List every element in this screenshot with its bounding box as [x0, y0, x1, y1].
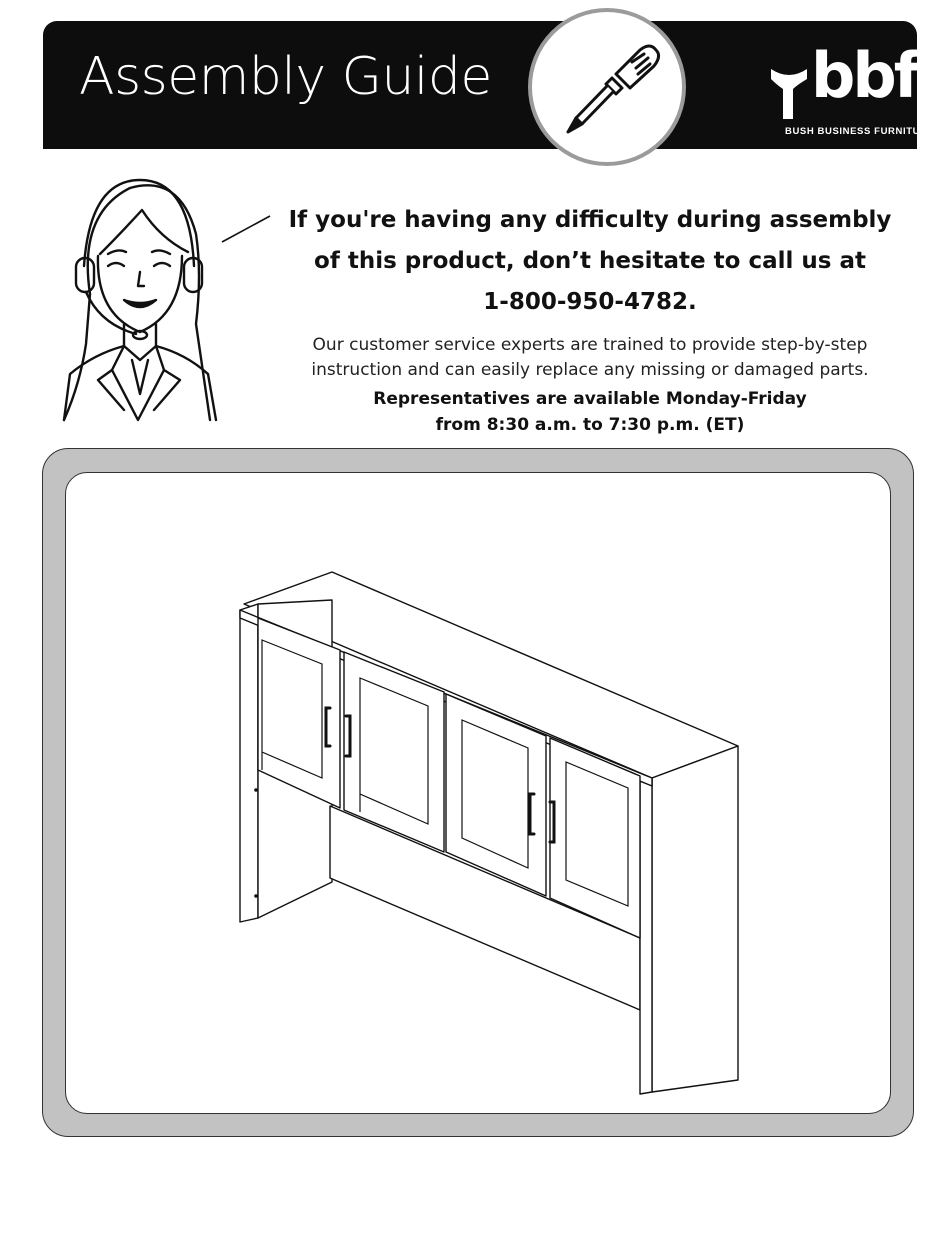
support-body-line2: instruction and can easily replace any missing or damaged parts.	[311, 360, 869, 380]
bbf-logo-mark-icon	[769, 65, 813, 121]
support-hours-line2: from 8:30 a.m. to 7:30 p.m. (ET)	[435, 415, 745, 435]
support-hours-line1: Representatives are available Monday-Friday	[373, 389, 807, 409]
hutch-illustration-icon	[230, 565, 750, 1105]
support-heading-line2: of this product, don’t hesitate to call us at	[314, 248, 866, 274]
screwdriver-icon	[532, 12, 682, 162]
customer-service-agent-icon	[60, 174, 218, 422]
page-title: Assembly Guide	[79, 47, 492, 107]
header-banner	[43, 21, 935, 149]
logo-tagline: BUSH BUSINESS FURNITURE	[785, 126, 935, 137]
bbf-logo	[769, 39, 939, 143]
support-info	[270, 200, 910, 438]
support-phone: 1-800-950-4782.	[483, 289, 697, 315]
support-heading-line1: If you're having any difficulty during assembly	[288, 207, 892, 233]
speech-line	[218, 210, 274, 250]
tool-badge	[528, 8, 686, 166]
logo-wordmark: bbf	[811, 39, 918, 112]
support-body-line1: Our customer service experts are trained to provide step-by-step	[312, 335, 868, 355]
